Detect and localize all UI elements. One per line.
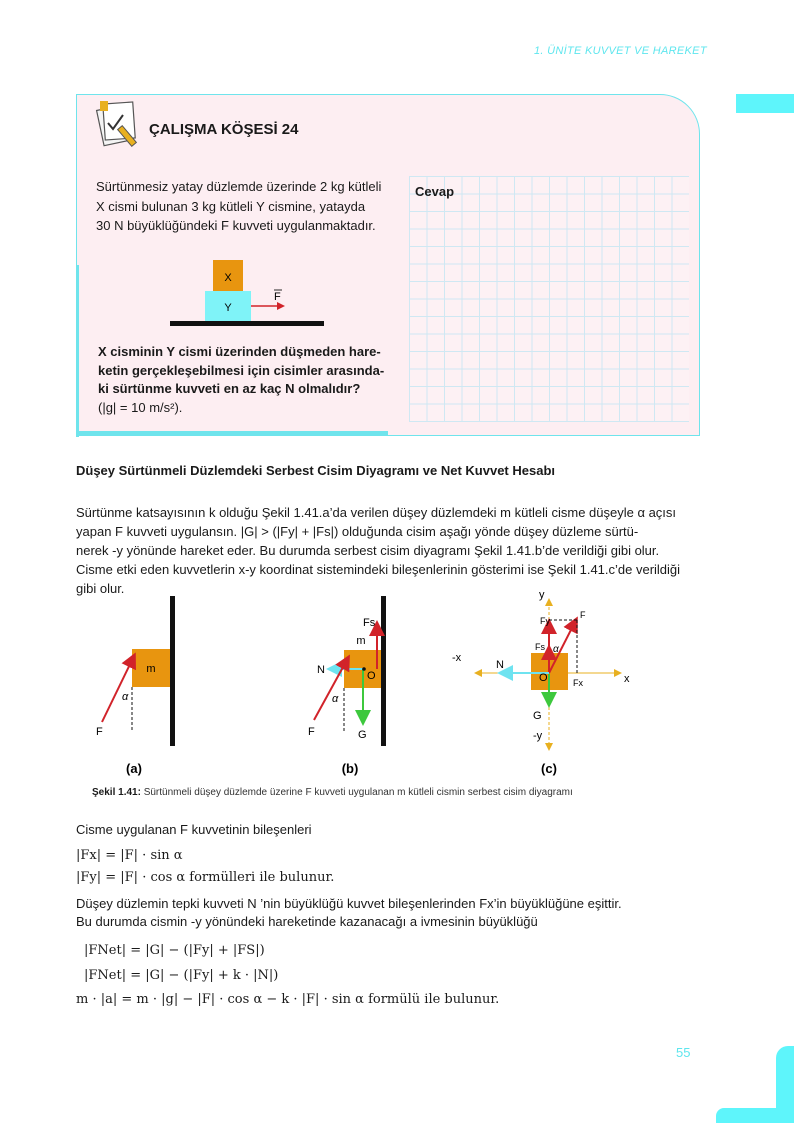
figure-b	[308, 596, 386, 776]
answer-grid	[409, 176, 689, 422]
fig-b-gravity: G	[358, 729, 367, 741]
para-line-1: Sürtünme katsayısının k olduğu Şekil 1.41.a’da verilen düşey düzlemdeki m kütleli cisme düşeyle α açısı	[76, 505, 677, 520]
fig-c-fs: Fs	[535, 642, 545, 652]
figure-a	[96, 596, 175, 776]
equation-1: |Fx| = |F| · sin α	[76, 848, 183, 863]
caption-text: Sürtünmeli düşey düzlemde üzerine F kuvveti uygulanan m kütleli cismin serbest cisim diyagramı	[143, 787, 573, 798]
block-y-label: Y	[224, 302, 232, 314]
question-given: (|g| = 10 m/s²).	[98, 400, 183, 415]
fig-c-origin: O	[539, 672, 548, 684]
fig-c-label: (c)	[541, 761, 557, 776]
fig-b-origin: O	[367, 670, 376, 682]
floor	[170, 321, 324, 326]
work-box-left-bar	[76, 265, 79, 437]
question-line-3: 30 N büyüklüğündeki F kuvveti uygulanmaktadır.	[96, 218, 376, 233]
fig-c-yneg: -y	[533, 730, 543, 742]
fig-b-angle: α	[332, 693, 339, 705]
figure-1-41	[76, 592, 716, 782]
blocks-figure	[165, 255, 330, 330]
fig-c-angle: α	[553, 644, 559, 655]
block-x-label: X	[224, 272, 232, 284]
fig-b-force: F	[308, 726, 315, 738]
fig-c-ypos: y	[539, 592, 545, 601]
equation-4: |FNet| = |G| − (|Fy| + k · |N|)	[84, 968, 279, 983]
body-line-3: Bu durumda cismin -y yönündeki hareketinde kazanacağı a ivmesinin büyüklüğü	[76, 914, 538, 929]
answer-label: Cevap	[415, 184, 455, 199]
question-bold-3: ki sürtünme kuvveti en az kaç N olmalıdır?	[98, 381, 361, 396]
fig-a-angle: α	[122, 691, 129, 703]
fig-a-label: (a)	[126, 761, 142, 776]
fig-b-normal: N	[317, 664, 325, 676]
para-line-3: nerek -y yönünde hareket eder. Bu durumda serbest cisim diyagramı Şekil 1.41.b’de verildiği gibi olur.	[76, 543, 660, 558]
question-bold-1: X cisminin Y cismi üzerinden düşmeden hare-	[98, 344, 381, 359]
notebook-icon	[94, 99, 142, 149]
page-number: 55	[676, 1045, 691, 1060]
fig-c-xpos: x	[624, 673, 630, 685]
question-line-1: Sürtünmesiz yatay düzlemde üzerinde 2 kg kütleli	[96, 179, 382, 194]
page-tab-top	[736, 94, 794, 113]
fig-c-force: F	[580, 610, 586, 620]
work-box-title: ÇALIŞMA KÖŞESİ 24	[149, 121, 299, 138]
section-heading: Düşey Sürtünmeli Düzlemdeki Serbest Cisim Diyagramı ve Net Kuvvet Hesabı	[76, 463, 556, 478]
equation-3: |FNet| = |G| − (|Fy| + |FS|)	[84, 943, 265, 958]
fig-b-label: (b)	[341, 761, 359, 776]
equation-2: |Fy| = |F| · cos α formülleri ile bulunur.	[76, 870, 335, 885]
page-tab-bottom-bar	[716, 1108, 794, 1123]
para-line-4: Cisme etki eden kuvvetlerin x-y koordinat sistemindeki bileşenlerinin gösterimi ise Şekil 1.41.c’de verildiği	[76, 562, 681, 577]
fig-c-normal: N	[496, 659, 504, 671]
force-label: F	[274, 291, 281, 303]
para-line-2: yapan F kuvveti uygulansın. |G| > (|Fy| + |Fs|) olduğunda cisim aşağı yönde düşey düzleme sürtü-	[76, 524, 639, 539]
question-line-2: X cismi bulunan 3 kg kütleli Y cismine, yatayda	[96, 199, 366, 214]
caption-bold: Şekil 1.41:	[92, 787, 141, 798]
unit-header: 1. ÜNİTE KUVVET VE HAREKET	[534, 45, 707, 57]
question-bold-2: ketin gerçekleşebilmesi için cisimler arasında-	[98, 363, 385, 378]
figure-c	[452, 592, 630, 776]
figure-caption	[92, 787, 573, 798]
para-line-5: gibi olur.	[76, 581, 125, 596]
fig-c-gravity: G	[533, 710, 542, 722]
fig-c-fy: Fy	[540, 616, 550, 626]
fig-c-xneg: -x	[452, 652, 462, 664]
fig-a-mass: m	[146, 663, 156, 675]
equation-5: m · |a| = m · |g| − |F| · cos α − k · |F| · sin α formülü ile bulunur.	[76, 992, 500, 1007]
fig-c-fx: Fx	[573, 678, 583, 688]
fig-a-force: F	[96, 726, 103, 738]
body-line-1: Cisme uygulanan F kuvvetinin bileşenleri	[76, 822, 312, 837]
body-line-2: Düşey düzlemin tepki kuvveti N ’nin büyüklüğü kuvvet bileşenlerinden Fx’in büyüklüğüne eşittir.	[76, 896, 622, 911]
fig-b-mass: m	[356, 635, 366, 647]
work-box-bottom-bar	[78, 431, 388, 435]
fig-b-fs: Fs	[363, 617, 376, 629]
